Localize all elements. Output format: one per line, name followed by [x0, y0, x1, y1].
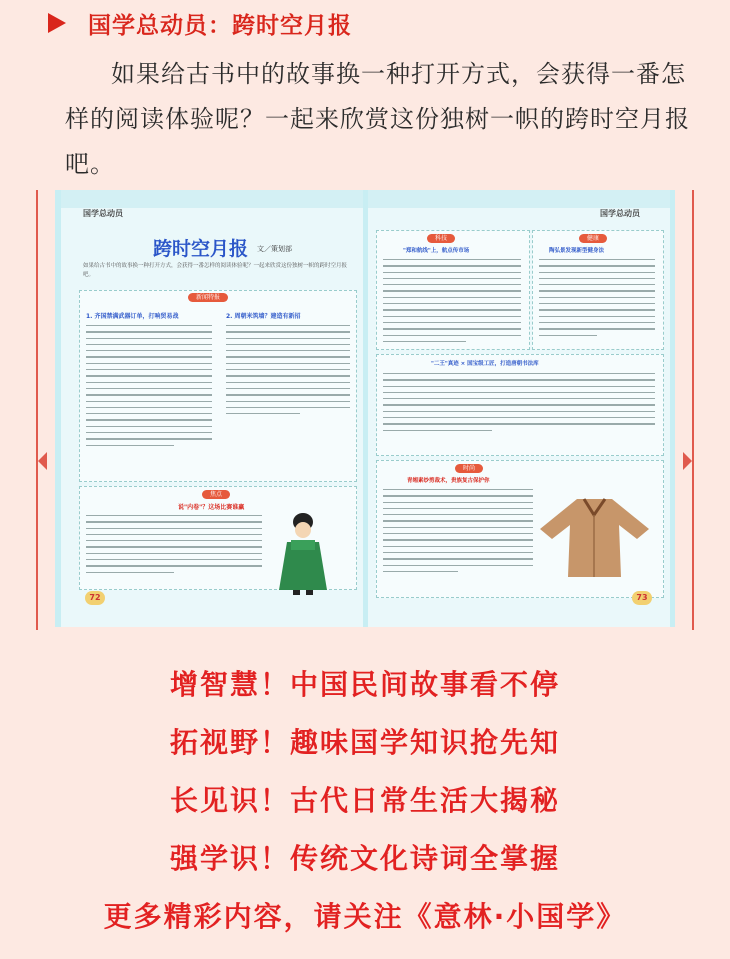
magazine-title: 跨时空月报 — [153, 238, 249, 260]
magazine-author: 文／策划部 — [257, 245, 292, 253]
calligraphy-box — [376, 354, 664, 456]
left-red-rule — [36, 190, 38, 630]
slogan-3: 长见识！古代日常生活大揭秘 — [169, 784, 560, 817]
section-header — [48, 6, 352, 40]
left-page — [61, 190, 363, 627]
health-box — [532, 230, 664, 350]
tech-pill: 科技 — [427, 234, 455, 243]
focus-title: 说"内卷"？这场比赛谁赢 — [178, 504, 245, 511]
calligraphy-text — [383, 373, 655, 436]
right-arrow-icon[interactable] — [683, 452, 692, 470]
fashion-title: 青缃素纱剪裁术，贵族复古保护你 — [407, 478, 490, 484]
slogan-5: 更多精彩内容，请关注《意林·小国学》 — [103, 900, 627, 933]
play-triangle-icon — [48, 13, 66, 33]
story2-text — [226, 325, 350, 419]
scholar-illustration — [273, 510, 333, 596]
calligraphy-title: "二王"真迹 × 国宝级工匠，打造唐朝书法库 — [431, 361, 539, 367]
slogan-1: 增智慧！中国民间故事看不停 — [169, 668, 560, 701]
story2-title: 2. 周朝米筑墙？建造有新招 — [226, 313, 301, 320]
slogan-2: 拓视野！趣味国学知识抢先知 — [169, 726, 560, 759]
focus-text — [86, 515, 262, 578]
intro-paragraph: 如果给古书中的故事换一种打开方式，会获得一番怎样的阅读体验呢？一起来欣赏这份独树一帜的跨时空月报吧。 — [65, 60, 690, 178]
fashion-pill: 时尚 — [455, 464, 483, 473]
right-red-rule — [692, 190, 694, 630]
page-number-right: 73 — [632, 591, 652, 605]
brand-label-right: 国学总动员 — [600, 209, 640, 218]
health-text — [539, 259, 655, 341]
page-number-left: 72 — [85, 591, 105, 605]
health-title: 陶弘景发现新型健身法 — [549, 248, 605, 254]
story1-title: 1. 齐国禁满武器订单，打响贸易战 — [86, 313, 179, 320]
news-box — [79, 290, 357, 482]
tech-box — [376, 230, 530, 350]
tech-text — [383, 259, 521, 347]
section-title: 国学总动员：跨时空月报 — [88, 12, 352, 39]
focus-pill: 焦点 — [202, 490, 230, 499]
left-arrow-icon[interactable] — [38, 452, 47, 470]
brand-label: 国学总动员 — [83, 209, 123, 218]
robe-illustration — [537, 495, 652, 580]
fashion-text — [383, 489, 533, 577]
story1-text — [86, 325, 212, 451]
section-pill: 新闻特报 — [188, 293, 228, 302]
magazine-lead: 如果给古书中的故事换一种打开方式，会获得一番怎样的阅读体验呢？一起来欣赏这份独树一帜的跨时空月报吧。 — [83, 263, 348, 278]
slogan-4: 强学识！传统文化诗词全掌握 — [169, 842, 560, 875]
slogan-list — [0, 656, 730, 946]
health-pill: 健康 — [579, 234, 607, 243]
tech-title: "郑和航线"上，航点传市场 — [403, 248, 470, 254]
